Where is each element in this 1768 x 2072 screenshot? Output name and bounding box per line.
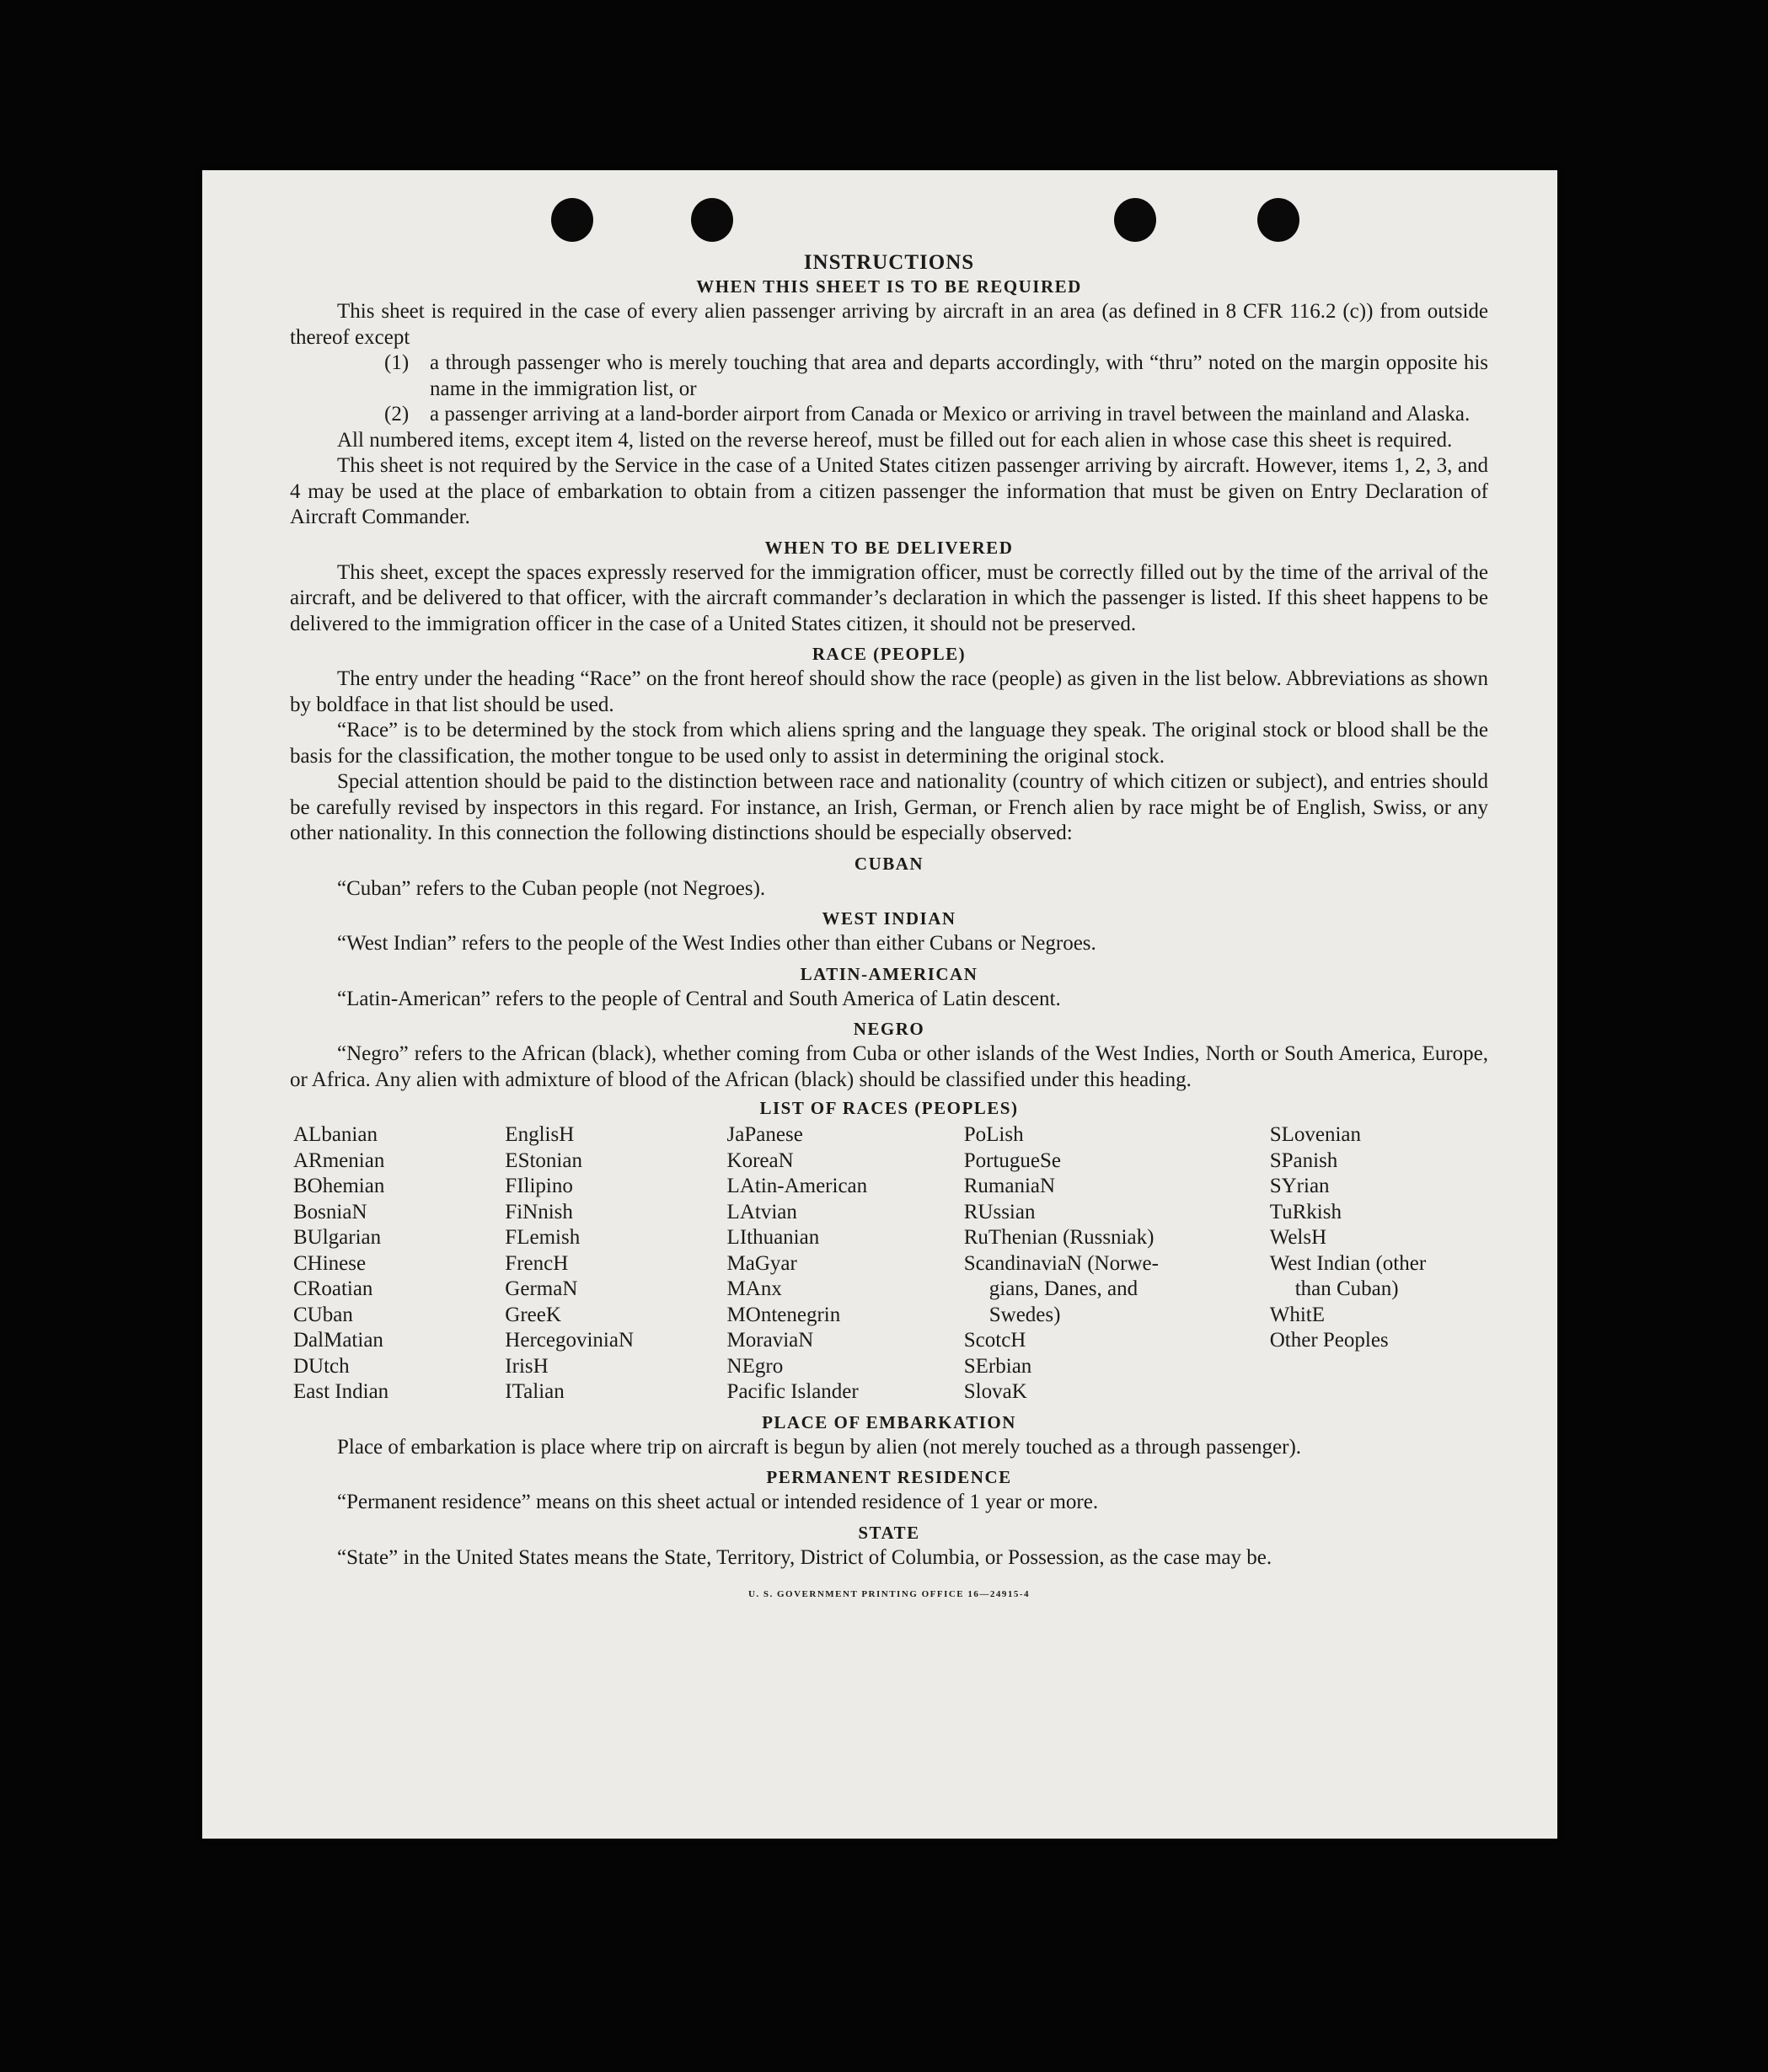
race-entry: FLemish: [505, 1226, 581, 1249]
paragraph: “Race” is to be determined by the stock from which aliens spring and the language they speak. The original stock or blood shall be the basis for the classification, the mother tongue to be used only to assist in determining the original stock.: [290, 719, 1488, 768]
race-entry: RUssian: [963, 1200, 1036, 1223]
race-entry: FrencH: [505, 1251, 569, 1275]
race-entry: DUtch: [293, 1354, 350, 1378]
race-entry: East Indian: [293, 1380, 389, 1403]
race-entry: RuThenian (Russniak): [963, 1226, 1155, 1249]
race-entry: BUlgarian: [293, 1226, 382, 1249]
race-entry: EStonian: [505, 1148, 582, 1172]
race-entry: ITalian: [505, 1380, 565, 1403]
race-entry: SPanish: [1269, 1148, 1338, 1172]
race-entry: PortugueSe: [963, 1148, 1062, 1172]
race-entry: GreeK: [505, 1303, 561, 1326]
race-entry: DalMatian: [293, 1329, 383, 1352]
race-entry: BOhemian: [293, 1175, 385, 1197]
race-entry: LAtin-American: [726, 1175, 868, 1197]
race-column: [293, 1122, 505, 1405]
race-entry: RumaniaN: [963, 1175, 1056, 1197]
race-column: [505, 1122, 726, 1405]
race-entry: Pacific Islander: [726, 1380, 859, 1403]
paragraph: Place of embarkation is place where trip on aircraft is begun by alien (not merely touched as a through passenger).: [337, 1435, 1302, 1459]
paragraph: “Latin-American” refers to the people of Central and South America of Latin descent.: [337, 987, 1061, 1010]
race-entry: MaGyar: [726, 1251, 797, 1275]
race-entry: SlovaK: [963, 1380, 1027, 1403]
section-heading: LATIN-AMERICAN: [800, 963, 978, 984]
printer-imprint: U. S. GOVERNMENT PRINTING OFFICE 16—24915-4: [747, 1589, 1031, 1599]
paragraph: The entry under the heading “Race” on the front hereof should show the race (people) as given in the list below. Abbreviations as shown by boldface in that list should be used.: [290, 667, 1488, 716]
race-entry: NEgro: [726, 1354, 784, 1378]
punch-hole: [551, 198, 593, 242]
race-entry: TuRkish: [1269, 1200, 1342, 1223]
section-heading: PERMANENT RESIDENCE: [766, 1467, 1012, 1487]
race-entry: KoreaN: [726, 1148, 794, 1172]
numbered-item: [290, 402, 1488, 428]
race-entry: BosniaN: [293, 1200, 367, 1223]
section-heading: WHEN TO BE DELIVERED: [764, 537, 1014, 558]
paragraph: All numbered items, except item 4, listed on the reverse hereof, must be filled out for each alien in whose case this sheet is required.: [337, 428, 1453, 452]
race-entry: CRoatian: [293, 1277, 373, 1300]
race-entry: CHinese: [293, 1251, 367, 1275]
paragraph: This sheet is required in the case of every alien passenger arriving by aircraft in an area (as defined in 8 CFR 116.2 (c)) from outside thereof except: [290, 300, 1488, 349]
race-entry: FIlipino: [505, 1175, 573, 1197]
punch-hole: [1114, 198, 1156, 242]
paragraph: This sheet is not required by the Service in the case of a United States citizen passenger arriving by aircraft. However, items 1, 2, 3, and 4 may be used at the place of embarkation to obtain from a citizen passenger the information that must be given on Entry Declaration of Aircraft Commander.: [290, 454, 1488, 528]
section-heading: PLACE OF EMBARKATION: [762, 1411, 1016, 1432]
race-entry: LIthuanian: [726, 1226, 820, 1249]
race-entry: gians, Danes, and: [988, 1277, 1138, 1300]
race-entry: WhitE: [1269, 1303, 1325, 1326]
race-entry: ARmenian: [293, 1148, 385, 1172]
paragraph: “Permanent residence” means on this sheet actual or intended residence of 1 year or more.: [337, 1491, 1099, 1513]
race-entry: HercegoviniaN: [505, 1329, 635, 1352]
section-heading: LIST OF RACES (PEOPLES): [759, 1098, 1019, 1118]
paragraph: “West Indian” refers to the people of the West Indies other than either Cubans or Negroes.: [337, 932, 1096, 955]
paragraph: “Negro” refers to the African (black), whether coming from Cuba or other islands of the West Indies, North or South America, Europe, or Africa. Any alien with admixture of blood of the African (black) should be classified under this heading.: [290, 1042, 1488, 1091]
race-entry: WelsH: [1269, 1226, 1327, 1249]
section-heading: NEGRO: [853, 1019, 925, 1039]
race-column: [727, 1122, 964, 1405]
document-body: [290, 251, 1488, 1599]
race-entry: Swedes): [988, 1303, 1061, 1326]
race-entry: than Cuban): [1294, 1277, 1399, 1300]
paragraph: “State” in the United States means the State, Territory, District of Columbia, or Possession, as the case may be.: [337, 1545, 1272, 1569]
race-entry: SYrian: [1269, 1175, 1330, 1197]
race-entry: FiNnish: [505, 1200, 573, 1223]
race-column: [964, 1122, 1270, 1405]
paragraph: Special attention should be paid to the distinction between race and nationality (country of which citizen or subject), and entries should be carefully revised by inspectors in this regard. For instance, an Irish, German, or French alien by race might be of English, Swiss, or any other nationality. In this connection the following distinctions should be especially observed:: [290, 770, 1488, 844]
race-entry: Other Peoples: [1269, 1329, 1389, 1352]
item-number: (1): [384, 351, 410, 374]
punch-hole: [1257, 198, 1299, 242]
section-heading: RACE (PEOPLE): [812, 644, 967, 664]
race-list: [293, 1122, 1488, 1405]
item-text: a passenger arriving at a land-border airport from Canada or Mexico or arriving in travel between the mainland and Alaska.: [430, 403, 1471, 426]
race-entry: SLovenian: [1269, 1123, 1362, 1146]
numbered-item: [290, 351, 1488, 402]
instruction-sheet: [202, 170, 1557, 1839]
race-entry: IrisH: [505, 1354, 549, 1378]
section-heading: STATE: [858, 1522, 920, 1543]
race-entry: MAnx: [726, 1277, 782, 1300]
race-entry: ScotcH: [963, 1329, 1026, 1352]
race-entry: West Indian (other: [1269, 1251, 1427, 1275]
race-entry: SErbian: [963, 1354, 1032, 1378]
race-column: [1270, 1122, 1488, 1405]
race-entry: CUban: [293, 1303, 353, 1326]
section-heading: WEST INDIAN: [822, 908, 956, 929]
race-entry: ScandinaviaN (Norwe-: [963, 1251, 1159, 1275]
race-entry: ALbanian: [293, 1123, 378, 1146]
race-entry: GermaN: [505, 1277, 578, 1300]
race-entry: MOntenegrin: [726, 1303, 841, 1326]
page-title: INSTRUCTIONS: [803, 251, 975, 274]
item-number: (2): [384, 403, 410, 426]
paragraph: “Cuban” refers to the Cuban people (not Negroes).: [337, 876, 766, 900]
race-entry: MoraviaN: [726, 1329, 814, 1352]
race-entry: JaPanese: [726, 1123, 803, 1146]
race-entry: LAtvian: [726, 1200, 797, 1223]
race-entry: PoLish: [963, 1123, 1024, 1146]
race-entry: EnglisH: [505, 1123, 575, 1146]
section-heading: WHEN THIS SHEET IS TO BE REQUIRED: [696, 276, 1082, 297]
section-heading: CUBAN: [854, 853, 924, 874]
punch-hole: [691, 198, 733, 242]
item-text: a through passenger who is merely touching that area and departs accordingly, with “thru” noted on the margin opposite his name in the immigration list, or: [430, 351, 1488, 400]
paragraph: This sheet, except the spaces expressly reserved for the immigration officer, must be correctly filled out by the time of the arrival of the aircraft, and be delivered to that officer, with the aircraft commander’s declaration in which the passenger is listed. If this sheet happens to be delivered to the immigration officer in the case of a United States citizen, it should not be preserved.: [290, 560, 1488, 635]
